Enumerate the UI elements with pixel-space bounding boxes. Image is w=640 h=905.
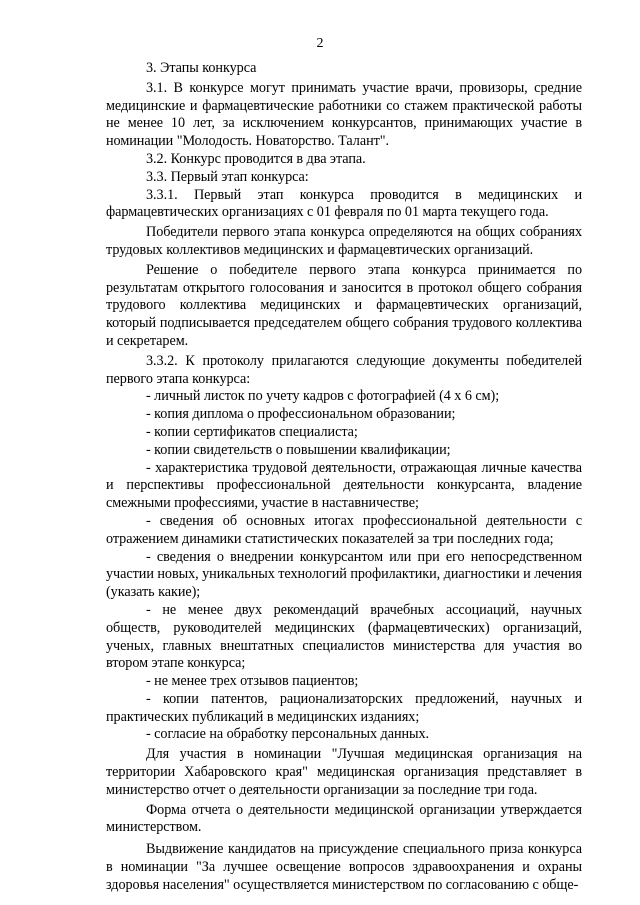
list-item: - копии сертификатов специалиста; [146, 423, 358, 440]
list-item: - не менее двух рекомендаций врачебных ассоциаций, научных обществ, руководителей медицинских (фармацевтических) организаций, ученых, главных внештатных специалистов министерства для участия во втором этапе конкурса; [106, 601, 582, 672]
paragraph: 3.3.1. Первый этап конкурса проводится в медицинских и фармацевтических организациях с 01 февраля по 01 марта текущего года. [106, 186, 582, 221]
paragraph: Для участия в номинации "Лучшая медицинская организация на территории Хабаровского края" медицинская организация представляет в министерство отчет о деятельности организации за последние три года. [106, 746, 582, 798]
paragraph: Форма отчета о деятельности медицинской организации утверждается министерством. [106, 801, 582, 836]
section-heading: 3. Этапы конкурса [146, 60, 257, 76]
paragraph: 3.1. В конкурсе могут принимать участие врачи, провизоры, средние медицинские и фармацевтические работники со стажем практической работы не менее 10 лет, за исключением конкурсантов, принимающих участие в номинации "Молодость. Новаторство. Талант". [106, 79, 582, 150]
list-item: - характеристика трудовой деятельности, отражающая личные качества и перспективы профессиональной деятельности конкурсанта, владение смежными профессиями, участие в наставничестве; [106, 459, 582, 512]
list-item: - копия диплома о профессиональном образовании; [146, 406, 456, 423]
document-body [106, 60, 582, 895]
paragraph: 3.3.2. К протоколу прилагаются следующие документы победителей первого этапа конкурса: [106, 352, 582, 387]
paragraph: Решение о победителе первого этапа конкурса принимается по результатам открытого голосования и заносится в протокол общего собрания трудового коллектива медицинских и фармацевтических организаций, который подписывается председателем общего собрания трудового коллектива и секретарем. [106, 261, 582, 349]
page-number: 2 [316, 36, 324, 51]
paragraph: 3.2. Конкурс проводится в два этапа. [146, 150, 366, 167]
list-item: - копии патентов, рационализаторских предложений, научных и практических публикаций в медицинских изданиях; [106, 690, 582, 725]
list-item: - согласие на обработку персональных данных. [146, 726, 430, 743]
list-item: - личный листок по учету кадров с фотографией (4 х 6 см); [146, 388, 500, 405]
list-item: - копии свидетельств о повышении квалификации; [146, 441, 451, 458]
list-item: - сведения об основных итогах профессиональной деятельности с отражением динамики статистических показателей за три последних года; [106, 512, 582, 547]
list-item: - сведения о внедрении конкурсантом или при его непосредственном участии новых, уникальных технологий профилактики, диагностики и лечения (указать какие); [106, 548, 582, 601]
paragraph: 3.3. Первый этап конкурса: [146, 168, 309, 185]
list-item: - не менее трех отзывов пациентов; [146, 673, 359, 690]
paragraph: Победители первого этапа конкурса определяются на общих собраниях трудовых коллективов медицинских и фармацевтических организаций. [106, 224, 582, 258]
paragraph: Выдвижение кандидатов на присуждение специального приза конкурса в номинации "За лучшее освещение вопросов здравоохранения и охраны здоровья населения" осуществляется министерством по согласованию с обще- [106, 841, 582, 893]
